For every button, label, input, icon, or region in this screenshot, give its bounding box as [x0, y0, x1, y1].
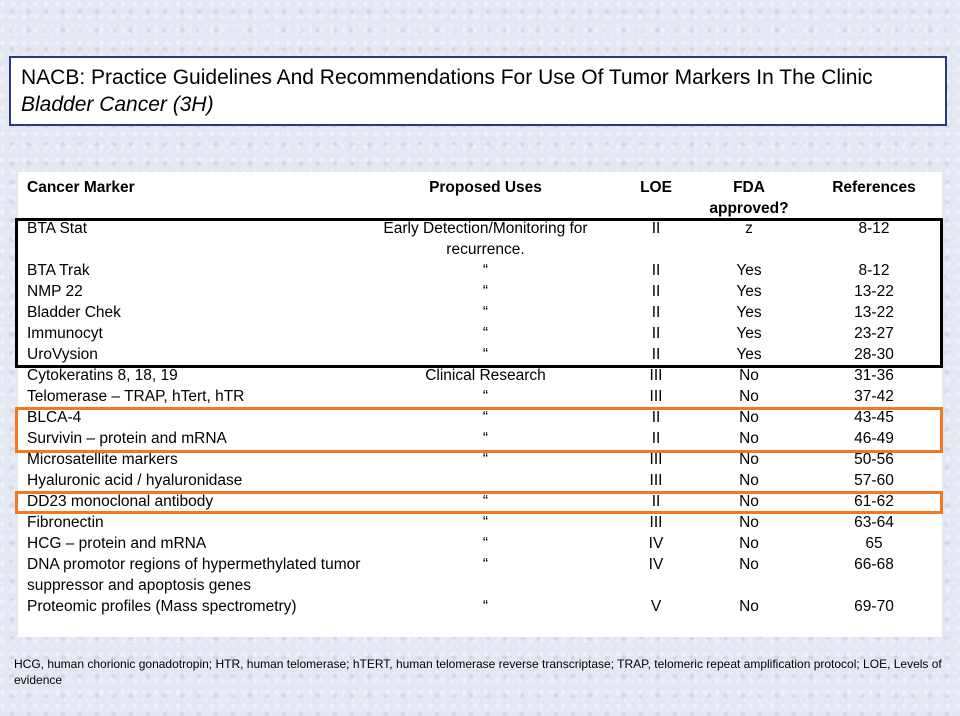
cell-refs: 13-22 [854, 283, 894, 300]
cell-use: “ [482, 535, 489, 552]
cell-loe: II [651, 325, 661, 342]
cell-marker: Survivin – protein and mRNA [27, 430, 227, 447]
cell-marker: HCG – protein and mRNA [27, 535, 207, 552]
header-loe: LOE [640, 179, 672, 196]
cell-refs: 37-42 [854, 388, 894, 405]
cell-fda: No [739, 367, 759, 384]
cell-refs: 66-68 [854, 556, 894, 573]
cell-use: “ [482, 493, 489, 510]
cell-marker: Hyaluronic acid / hyaluronidase [27, 472, 243, 489]
cell-fda: No [739, 472, 759, 489]
cell-marker: Immunocyt [27, 325, 103, 342]
cell-loe: III [649, 367, 663, 384]
cell-marker: Proteomic profiles (Mass spectrometry) [27, 598, 297, 615]
cell-use: “ [482, 262, 489, 279]
cell-loe: II [651, 346, 661, 363]
cell-marker: Telomerase – TRAP, hTert, hTR [27, 388, 245, 405]
cell-refs: 28-30 [854, 346, 894, 363]
cell-refs: 23-27 [854, 325, 894, 342]
cell-fda: No [739, 388, 759, 405]
cell-loe: III [649, 514, 663, 531]
cell-marker: Fibronectin [27, 514, 104, 531]
cell-loe: II [651, 409, 661, 426]
cell-marker: Bladder Chek [27, 304, 121, 321]
cell-use: “ [482, 409, 489, 426]
cell-loe: II [651, 493, 661, 510]
cell-refs: 57-60 [854, 472, 894, 489]
cell-use: “ [482, 514, 489, 531]
cell-fda: Yes [736, 304, 762, 321]
header-fda-approved: FDA approved? [709, 179, 789, 217]
cell-use: “ [482, 451, 489, 468]
cell-fda: No [739, 514, 759, 531]
slide-title-box [9, 56, 947, 126]
cell-use: “ [482, 304, 489, 321]
cell-marker: BTA Stat [27, 220, 88, 237]
cell-use: “ [482, 556, 489, 573]
cell-fda: No [739, 451, 759, 468]
cell-refs: 61-62 [854, 493, 894, 510]
cell-loe: III [649, 388, 663, 405]
cell-marker: BTA Trak [27, 262, 90, 279]
cell-refs: 63-64 [854, 514, 894, 531]
cell-use: Clinical Research [425, 367, 546, 384]
cell-loe: IV [648, 535, 664, 552]
cell-refs: 43-45 [854, 409, 894, 426]
cell-fda: Yes [736, 346, 762, 363]
cell-marker: BLCA-4 [27, 409, 82, 426]
cell-use: “ [482, 430, 489, 447]
cell-marker: DD23 monoclonal antibody [27, 493, 214, 510]
highlight-box-fda-markers [15, 218, 943, 368]
cell-use: “ [482, 283, 489, 300]
cell-fda: Yes [736, 325, 762, 342]
abbreviations-footnote: HCG, human chorionic gonadotropin; HTR, human telomerase; hTERT, human telomerase reverse transcriptase; TRAP, telomeric repeat amplification protocol; LOE, Levels of evidence [14, 657, 942, 687]
cell-refs: 31-36 [854, 367, 894, 384]
cell-marker: NMP 22 [27, 283, 83, 300]
cell-fda: Yes [736, 262, 762, 279]
cell-refs: 8-12 [858, 262, 890, 279]
cell-use: Early Detection/Monitoring for recurrence. [383, 220, 588, 258]
cell-fda: Yes [736, 283, 762, 300]
cell-marker: Cytokeratins 8, 18, 19 [27, 367, 178, 384]
slide-subtitle: Bladder Cancer (3H) [21, 93, 214, 116]
cell-refs: 46-49 [854, 430, 894, 447]
cell-loe: II [651, 304, 661, 321]
header-cancer-marker: Cancer Marker [27, 179, 135, 196]
cell-use: “ [482, 346, 489, 363]
cell-loe: II [651, 430, 661, 447]
cell-refs: 65 [865, 535, 883, 552]
cell-fda: No [739, 598, 759, 615]
header-proposed-uses: Proposed Uses [429, 179, 542, 196]
cell-loe: V [650, 598, 662, 615]
cell-fda: No [739, 493, 759, 510]
cell-fda: No [739, 535, 759, 552]
cell-fda: No [739, 409, 759, 426]
cell-marker: Microsatellite markers [27, 451, 178, 468]
cell-use: “ [482, 388, 489, 405]
cell-loe: III [649, 451, 663, 468]
slide-title: NACB: Practice Guidelines And Recommendations For Use Of Tumor Markers In The Clinic [21, 66, 873, 89]
cell-refs: 69-70 [854, 598, 894, 615]
cell-loe: III [649, 472, 663, 489]
cell-loe: II [651, 283, 661, 300]
cell-loe: II [651, 220, 661, 237]
cell-marker: DNA promotor regions of hypermethylated tumor suppressor and apoptosis genes [27, 556, 361, 594]
cell-fda: No [739, 430, 759, 447]
cell-loe: II [651, 262, 661, 279]
header-references: References [832, 179, 916, 196]
highlight-box-blca4-survivin [15, 407, 943, 453]
cell-loe: IV [648, 556, 664, 573]
cell-fda: z [745, 220, 753, 237]
cell-fda: No [739, 556, 759, 573]
cell-refs: 13-22 [854, 304, 894, 321]
cell-marker: UroVysion [27, 346, 98, 363]
cell-refs: 8-12 [858, 220, 890, 237]
cell-refs: 50-56 [854, 451, 894, 468]
cell-use: “ [482, 598, 489, 615]
cell-use: “ [482, 325, 489, 342]
highlight-box-dd23 [15, 491, 943, 514]
